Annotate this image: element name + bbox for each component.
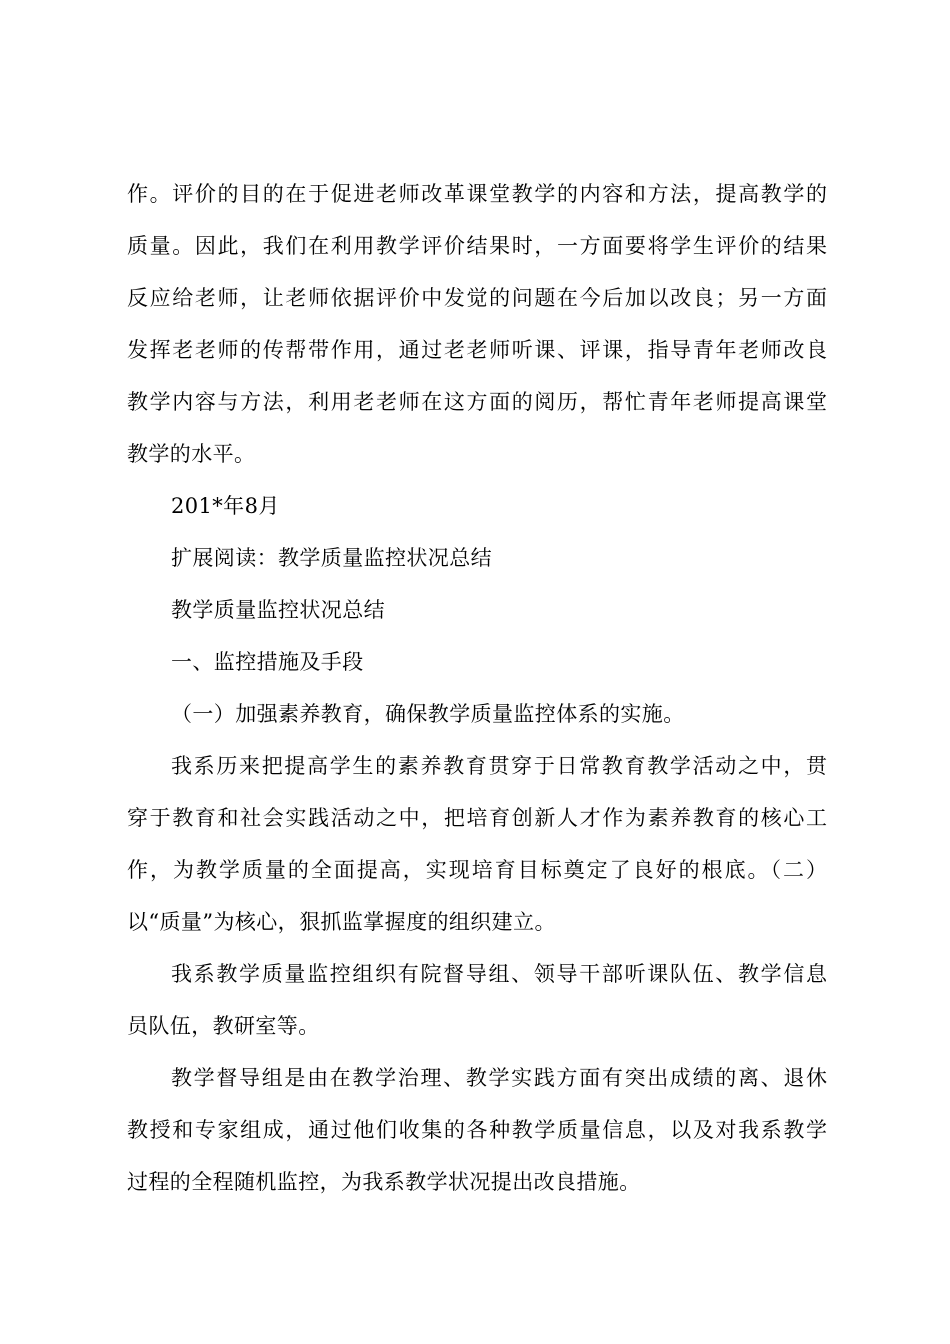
paragraph1-line6: 教学的水平。 <box>127 442 256 466</box>
paragraph1-line2: 质量。因此，我们在利用教学评价结果时，一方面要将学生评价的结果 <box>127 234 827 258</box>
paragraph4-line3: 过程的全程随机监控，为我系教学状况提出改良措施。 <box>127 1170 641 1194</box>
paragraph3-line2: 员队伍，教研室等。 <box>127 1014 320 1038</box>
paragraph2-line1: 我系历来把提高学生的素养教育贯穿于日常教育教学活动之中，贯 <box>171 754 827 778</box>
paragraph4-line2: 教授和专家组成，通过他们收集的各种教学质量信息，以及对我系教学 <box>127 1118 827 1142</box>
paragraph3-line1: 我系教学质量监控组织有院督导组、领导干部听课队伍、教学信息 <box>171 962 827 986</box>
paragraph2-line4: 以“质量”为核心，狠抓监掌握度的组织建立。 <box>127 910 556 934</box>
paragraph2-line3: 作，为教学质量的全面提高，实现培育目标奠定了良好的根底。（二） <box>127 858 827 882</box>
subsection1-heading: （一）加强素养教育，确保教学质量监控体系的实施。 <box>171 702 685 726</box>
article-title: 教学质量监控状况总结 <box>171 598 385 622</box>
paragraph1-line3: 反应给老师，让老师依据评价中发觉的问题在今后加以改良；另一方面 <box>127 286 827 310</box>
paragraph4-line1: 教学督导组是由在教学治理、教学实践方面有突出成绩的离、退休 <box>171 1066 827 1090</box>
paragraph1-line5: 教学内容与方法，利用老老师在这方面的阅历，帮忙青年老师提高课堂 <box>127 390 827 414</box>
document-date: 201*年8月 <box>171 494 280 518</box>
section1-heading: 一、监控措施及手段 <box>171 650 364 674</box>
paragraph1-line1: 作。评价的目的在于促进老师改革课堂教学的内容和方法，提高教学的 <box>127 182 827 206</box>
extended-reading-label: 扩展阅读：教学质量监控状况总结 <box>171 546 492 570</box>
paragraph2-line2: 穿于教育和社会实践活动之中，把培育创新人才作为素养教育的核心工 <box>127 806 827 830</box>
paragraph1-line4: 发挥老老师的传帮带作用，通过老老师听课、评课，指导青年老师改良 <box>127 338 827 362</box>
